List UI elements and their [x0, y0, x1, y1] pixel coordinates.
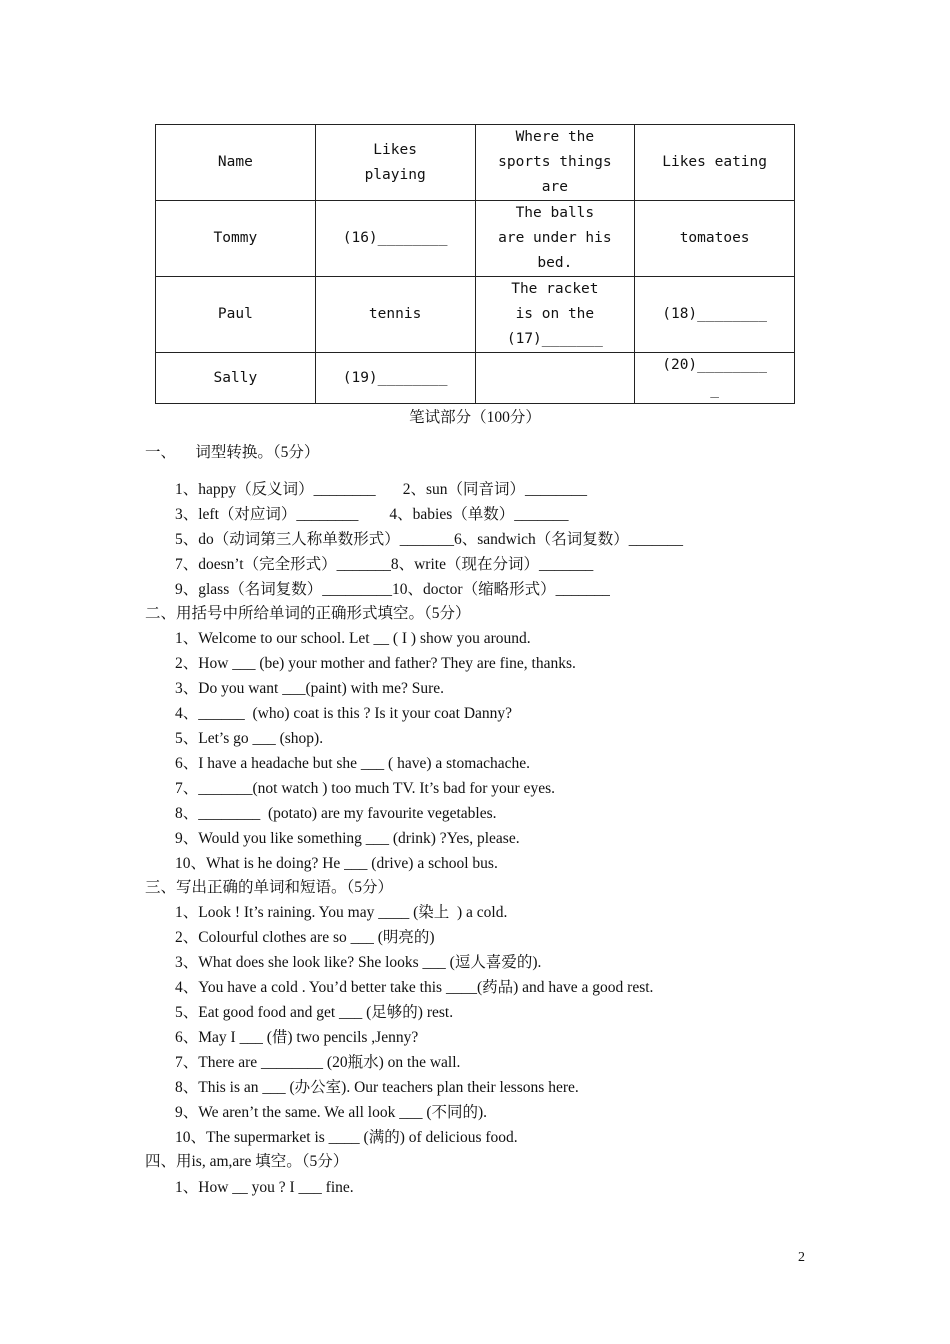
part2-item: 4、______ (who) coat is this ? Is it your coat Danny? [175, 705, 513, 722]
part2-item: 6、I have a headache but she ___ ( have) a stomachache. [175, 755, 531, 772]
part2-item: 7、_______(not watch ) too much TV. It’s bad for your eyes. [175, 780, 555, 797]
part3-item: 4、You have a cold . You’d better take this ____(药品) and have a good rest. [175, 979, 654, 996]
part3-item: 10、The supermarket is ____ (满的) of delicious food. [175, 1129, 518, 1146]
part2-item: 5、Let’s go ___ (shop). [175, 730, 324, 747]
table-header-cell: Name [156, 125, 316, 201]
part3-item: 9、We aren’t the same. We all look ___ (不同的). [175, 1104, 488, 1121]
part2-item: 8、________ (potato) are my favourite vegetables. [175, 805, 497, 822]
part2-item: 9、Would you like something ___ (drink) ?Yes, please. [175, 830, 520, 847]
part1-item: 5、do（动词第三人称单数形式）_______6、sandwich（名词复数）_______ [175, 531, 684, 548]
table-cell: tomatoes [635, 201, 795, 277]
table-cell: (19)________ [315, 353, 475, 404]
part1-item: 1、happy（反义词）________ 2、sun（同音词）________ [175, 481, 588, 498]
table-row [156, 353, 795, 404]
part1-item: 9、glass（名词复数）_________10、doctor（缩略形式）_______ [175, 581, 610, 598]
table-cell: tennis [315, 277, 475, 353]
info-table [155, 124, 795, 404]
table-header-cell: Likes eating [635, 125, 795, 201]
part2-item: 10、What is he doing? He ___ (drive) a school bus. [175, 855, 498, 872]
table-cell [475, 353, 635, 404]
table-row [156, 277, 795, 353]
part3-item: 6、May I ___ (借) two pencils ,Jenny? [175, 1029, 419, 1046]
part3-item: 5、Eat good food and get ___ (足够的) rest. [175, 1004, 454, 1021]
page-number: 2 [798, 1250, 805, 1265]
part2-item: 1、Welcome to our school. Let __ ( I ) show you around. [175, 630, 531, 647]
part3-item: 8、This is an ___ (办公室). Our teachers plan their lessons here. [175, 1079, 579, 1096]
part3-heading: 三、写出正确的单词和短语。（5分） [145, 879, 394, 896]
table-cell: (16)________ [315, 201, 475, 277]
table-cell: (20)________ _ [635, 353, 795, 404]
part1-item: 7、doesn’t（完全形式）_______8、write（现在分词）_______ [175, 556, 594, 573]
part2-item: 2、How ___ (be) your mother and father? They are fine, thanks. [175, 655, 576, 672]
table-header-cell: Where the sports things are [475, 125, 635, 201]
part3-item: 1、Look ! It’s raining. You may ____ (染上 ) a cold. [175, 904, 508, 921]
part1-item: 3、left（对应词）________ 4、babies（单数）_______ [175, 506, 569, 523]
table-cell: The racket is on the (17)_______ [475, 277, 635, 353]
part4-item: 1、How __ you ? I ___ fine. [175, 1179, 354, 1196]
part3-item: 2、Colourful clothes are so ___ (明亮的) [175, 929, 435, 946]
table-cell: Paul [156, 277, 316, 353]
table-cell: Tommy [156, 201, 316, 277]
table-cell: (18)________ [635, 277, 795, 353]
part4-heading: 四、用is, am,are 填空。（5分） [145, 1153, 349, 1170]
table-row [156, 201, 795, 277]
part3-item: 7、There are ________ (20瓶水) on the wall. [175, 1054, 461, 1071]
part1-heading: 一、 词型转换。（5分） [145, 444, 320, 461]
table-cell: Sally [156, 353, 316, 404]
table-cell: The balls are under his bed. [475, 201, 635, 277]
part2-item: 3、Do you want ___(paint) with me? Sure. [175, 680, 445, 697]
table-header-row [156, 125, 795, 201]
part2-heading: 二、用括号中所给单词的正确形式填空。（5分） [145, 605, 471, 622]
section-title: 笔试部分（100分） [409, 409, 541, 426]
table-header-cell: Likes playing [315, 125, 475, 201]
part3-item: 3、What does she look like? She looks ___ (逗人喜爱的). [175, 954, 542, 971]
